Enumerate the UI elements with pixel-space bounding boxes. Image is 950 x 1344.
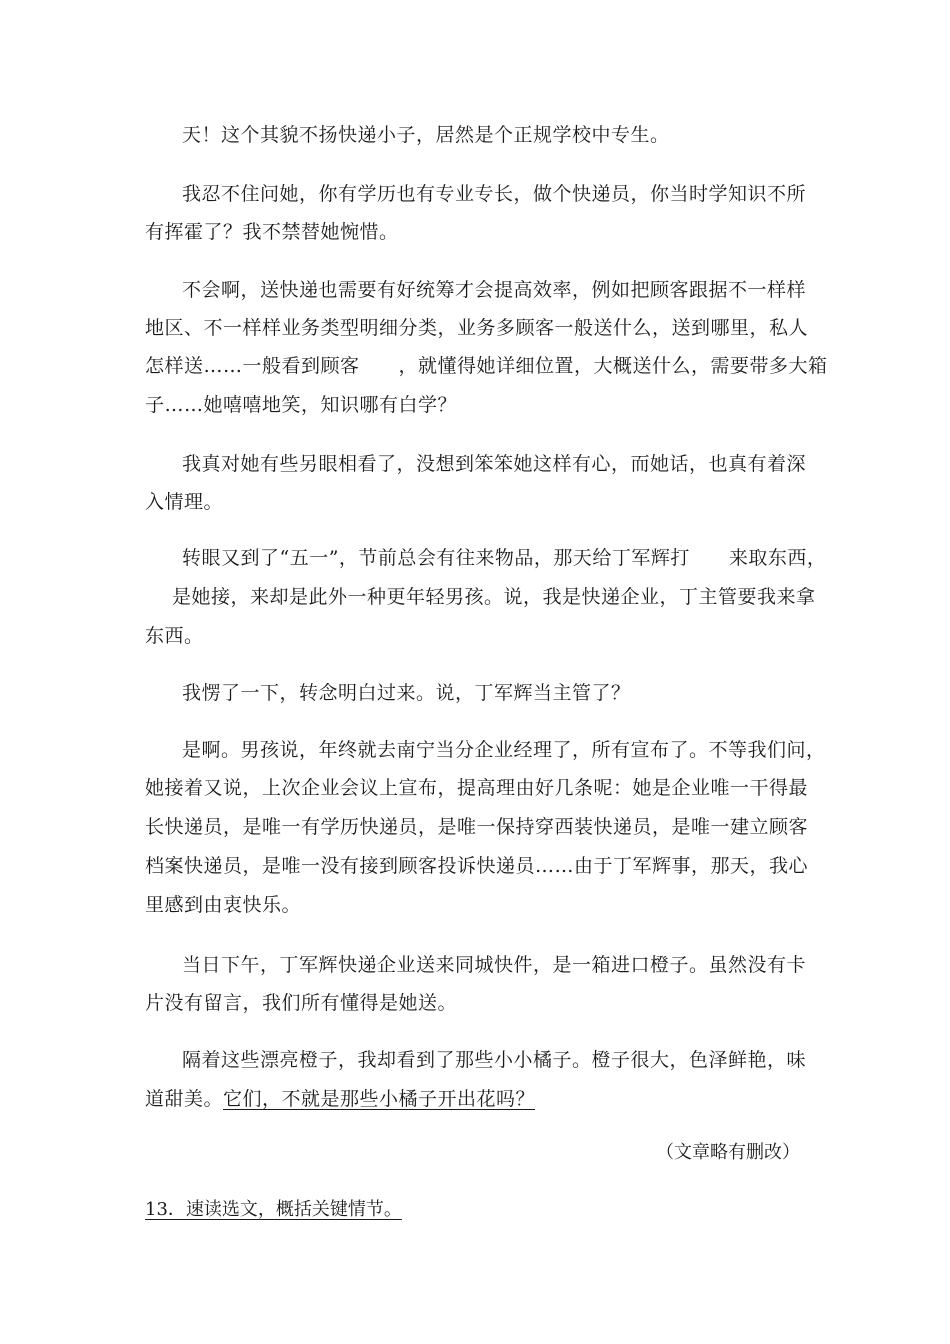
paragraph-3-line-2: 地区、不一样样业务类型明细分类，业务多顾客一般送什么，送到哪里，私人 bbox=[145, 317, 809, 339]
paragraph-8-line-2: 片没有留言，我们所有懂得是她送。 bbox=[145, 992, 458, 1014]
paragraph-7-line-4: 档案快递员，是唯一没有接到顾客投诉快递员……由于丁军辉事，那天，我心 bbox=[145, 855, 809, 877]
source-note: （文章略有删改） bbox=[656, 1142, 800, 1163]
paragraph-6-line-1: 我愣了一下，转念明白过来。说，丁军辉当主管了？ bbox=[182, 682, 631, 704]
paragraph-7-line-3: 长快递员，是唯一有学历快递员，是唯一保持穿西装快递员，是唯一建立顾客 bbox=[145, 816, 809, 838]
paragraph-9-plain-text: 道甜美。 bbox=[145, 1088, 224, 1110]
paragraph-7-line-2: 她接着又说，上次企业会议上宣布，提高理由好几条呢：她是企业唯一干得最 bbox=[145, 777, 809, 799]
paragraph-4-line-1: 我真对她有些另眼相看了，没想到笨笨她这样有心，而她话，也真有着深 bbox=[182, 453, 807, 475]
paragraph-1-line-1: 天！这个其貌不扬快递小子，居然是个正规学校中专生。 bbox=[182, 124, 670, 146]
paragraph-3-line-3: 怎样送……一般看到顾客 ，就懂得她详细位置，大概送什么，需要带多大箱 bbox=[145, 355, 828, 377]
paragraph-8-line-1: 当日下午，丁军辉快递企业送来同城快件，是一箱进口橙子。虽然没有卡 bbox=[182, 954, 807, 976]
paragraph-5-line-3: 东西。 bbox=[145, 625, 204, 647]
paragraph-2-line-2: 有挥霍了？我不禁替她惋惜。 bbox=[145, 221, 399, 243]
paragraph-7-line-1: 是啊。男孩说，年终就去南宁当分企业经理了，所有宣布了。不等我们问， bbox=[182, 739, 826, 761]
paragraph-5-line-2: 是她接，来却是此外一种更年轻男孩。说，我是快递企业，丁主管要我来拿 bbox=[172, 586, 816, 608]
paragraph-5-line-1: 转眼又到了“五一”，节前总会有往来物品，那天给丁军辉打 来取东西， bbox=[182, 547, 827, 569]
paragraph-2-line-1: 我忍不住问她，你有学历也有专业专长，做个快递员，你当时学知识不所 bbox=[182, 183, 807, 205]
question-13: 13．速读选文，概括关键情节。 bbox=[145, 1199, 402, 1220]
paragraph-3-line-4: 子……她嘻嘻地笑，知识哪有白学？ bbox=[145, 394, 458, 416]
underlined-question-sentence: 它们，不就是那些小橘子开出花吗？ bbox=[223, 1088, 536, 1110]
paragraph-4-line-2: 入情理。 bbox=[145, 491, 224, 513]
paragraph-3-line-1: 不会啊，送快递也需要有好统筹才会提高效率，例如把顾客跟据不一样样 bbox=[182, 279, 807, 301]
paragraph-9-line-2 bbox=[145, 1087, 535, 1111]
paragraph-9-line-1: 隔着这些漂亮橙子，我却看到了那些小小橘子。橙子很大，色泽鲜艳，味 bbox=[182, 1049, 807, 1071]
paragraph-7-line-5: 里感到由衷快乐。 bbox=[145, 894, 302, 916]
